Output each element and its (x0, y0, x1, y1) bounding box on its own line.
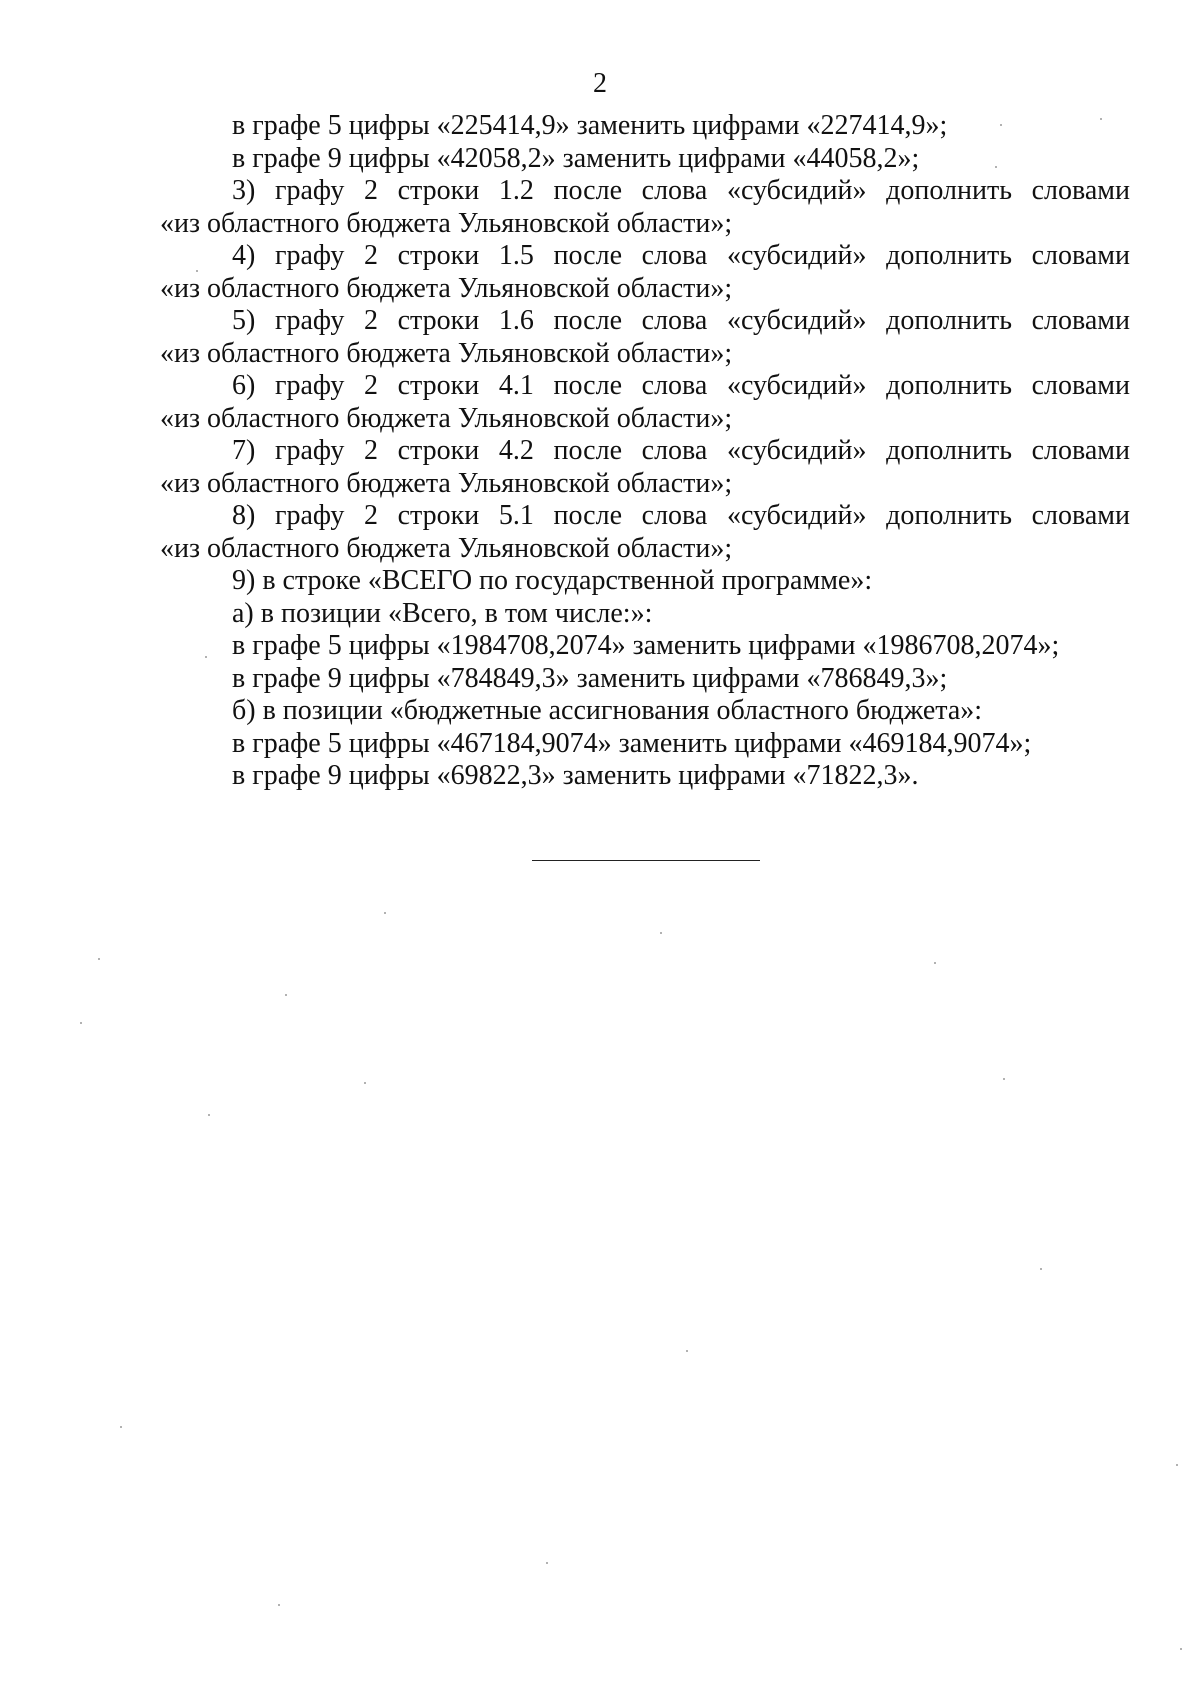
page-number: 2 (593, 68, 607, 99)
list-item-5-continuation: «из областного бюджета Ульяновской области»; (160, 337, 733, 369)
list-item-3-continuation: «из областного бюджета Ульяновской области»; (160, 207, 733, 239)
scan-speck (205, 656, 207, 658)
scan-speck (98, 958, 100, 960)
scan-speck (995, 166, 997, 168)
text-line: в графе 9 цифры «784849,3» заменить цифрами «786849,3»; (232, 662, 948, 694)
list-item-6-line: 6) графу 2 строки 4.1 после слова «субсидий» дополнить словами (232, 370, 1130, 401)
list-item-3-line: 3) графу 2 строки 1.2 после слова «субсидий» дополнить словами (232, 175, 1130, 206)
scan-speck (1176, 1464, 1178, 1466)
list-item-7-line: 7) графу 2 строки 4.2 после слова «субсидий» дополнить словами (232, 435, 1130, 466)
list-item-9-line: 9) в строке «ВСЕГО по государственной программе»: (232, 565, 873, 596)
list-item-8-line: 8) графу 2 строки 5.1 после слова «субсидий» дополнить словами (232, 500, 1130, 531)
scan-speck (1003, 1078, 1005, 1080)
scan-speck (80, 1022, 82, 1024)
text-line: в графе 9 цифры «42058,2» заменить цифрами «44058,2»; (232, 142, 920, 174)
text-line: в графе 5 цифры «1984708,2074» заменить цифрами «1986708,2074»; (232, 630, 1060, 661)
scan-speck (120, 1426, 122, 1428)
scan-speck (686, 1350, 688, 1352)
scan-speck (278, 1604, 280, 1606)
scan-speck (364, 1082, 366, 1084)
sub-item-a-line: а) в позиции «Всего, в том числе:»: (232, 597, 653, 629)
scan-speck (660, 932, 662, 934)
scan-speck (196, 270, 198, 272)
scan-speck (285, 994, 287, 996)
scan-speck (934, 962, 936, 964)
list-item-8-continuation: «из областного бюджета Ульяновской области»; (160, 532, 733, 564)
scan-speck (208, 1114, 210, 1116)
sub-item-b-line: б) в позиции «бюджетные ассигнования областного бюджета»: (232, 695, 983, 726)
scan-speck (1180, 1648, 1182, 1650)
list-item-4-continuation: «из областного бюджета Ульяновской области»; (160, 272, 733, 304)
scan-speck (1040, 1268, 1042, 1270)
list-item-6-continuation: «из областного бюджета Ульяновской области»; (160, 402, 733, 434)
scan-speck (546, 1562, 548, 1564)
document-body (160, 110, 1130, 793)
text-line: в графе 5 цифры «467184,9074» заменить цифрами «469184,9074»; (232, 727, 1032, 759)
list-item-4-line: 4) графу 2 строки 1.5 после слова «субсидий» дополнить словами (232, 240, 1130, 271)
closing-rule (532, 860, 760, 861)
text-line: в графе 5 цифры «225414,9» заменить цифрами «227414,9»; (232, 110, 948, 141)
text-line: в графе 9 цифры «69822,3» заменить цифрами «71822,3». (232, 760, 919, 791)
scan-speck (384, 912, 386, 914)
list-item-7-continuation: «из областного бюджета Ульяновской области»; (160, 467, 733, 499)
scan-speck (1000, 124, 1002, 126)
scan-speck (1100, 118, 1102, 120)
list-item-5-line: 5) графу 2 строки 1.6 после слова «субсидий» дополнить словами (232, 305, 1130, 336)
